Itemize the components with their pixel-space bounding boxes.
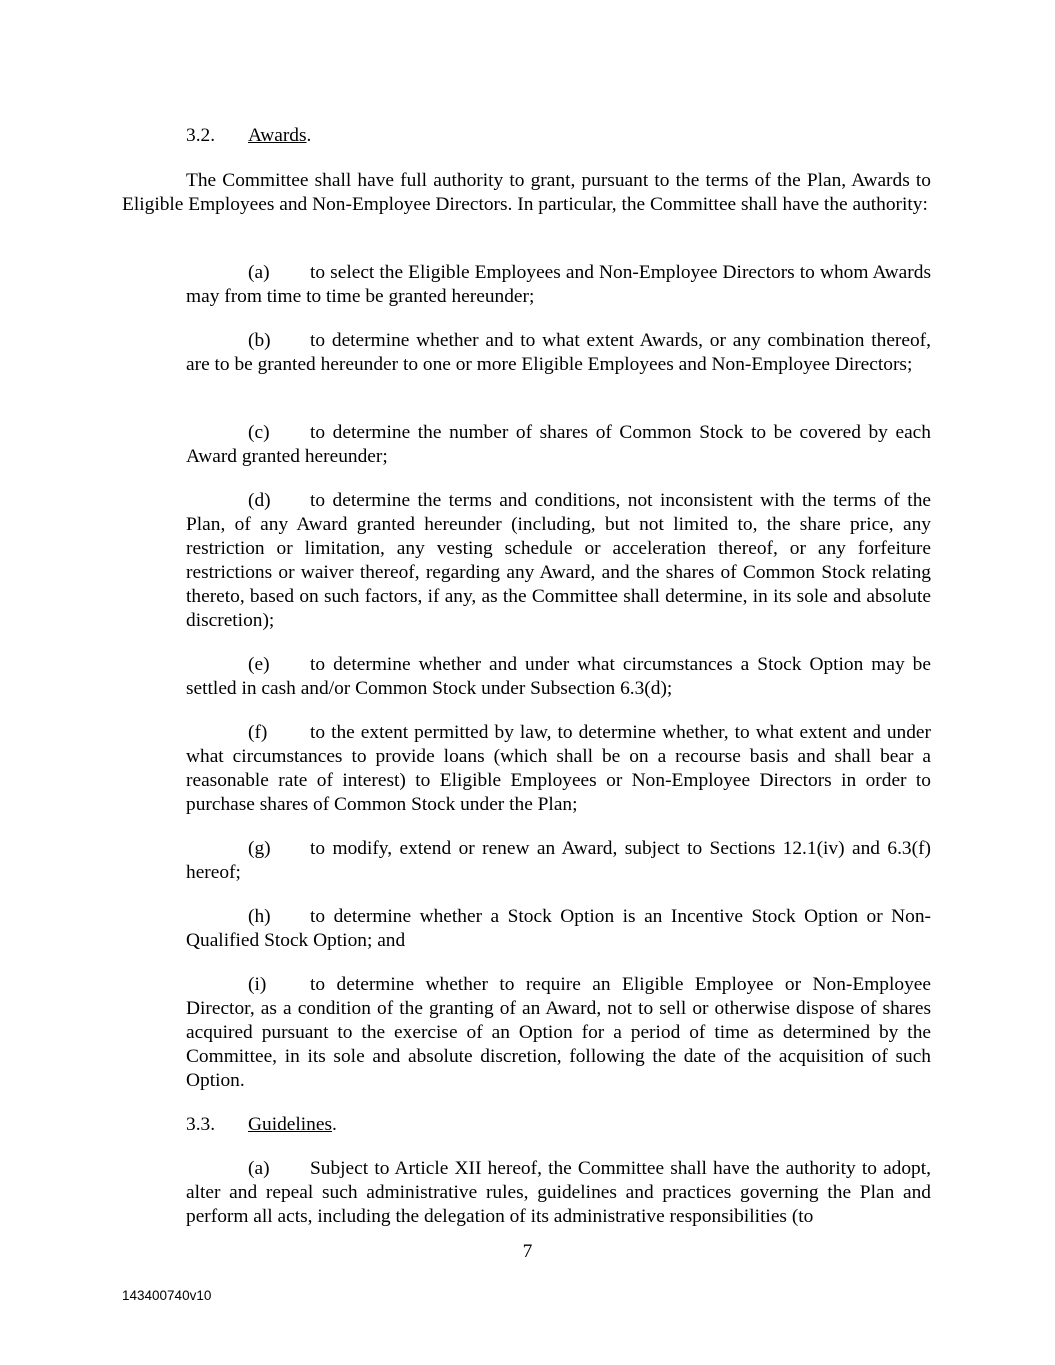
item-label: (b) bbox=[248, 330, 271, 351]
item-label: (c) bbox=[248, 422, 270, 443]
item-text: to determine whether a Stock Option is an Incentive Stock Option or Non-Qualified Stock Option; and bbox=[186, 906, 931, 951]
list-item bbox=[186, 1157, 931, 1229]
item-label: (f) bbox=[248, 722, 268, 743]
item-label: (d) bbox=[248, 490, 271, 511]
item-text: Subject to Article XII hereof, the Committee shall have the authority to adopt, alter and repeal such administrative rules, guidelines and practices governing the Plan and perform all acts, including the delegation of its administrative responsibilities (to bbox=[186, 1158, 931, 1227]
list-item bbox=[186, 489, 931, 633]
list-item bbox=[186, 721, 931, 817]
section-number: 3.2. bbox=[186, 125, 216, 146]
section-title: Guidelines bbox=[248, 1114, 333, 1135]
item-text: to modify, extend or renew an Award, subject to Sections 12.1(iv) and 6.3(f) hereof; bbox=[186, 838, 931, 883]
item-label: (e) bbox=[248, 654, 270, 675]
list-item bbox=[186, 261, 931, 309]
document-id: 143400740v10 bbox=[122, 1288, 212, 1303]
section-3-2-heading bbox=[186, 124, 311, 148]
section-3-3-heading bbox=[186, 1113, 337, 1137]
item-text: to determine whether and under what circumstances a Stock Option may be settled in cash and/or Common Stock under Subsection 6.3(d); bbox=[186, 654, 931, 699]
item-label: (a) bbox=[248, 1158, 270, 1179]
item-text: to select the Eligible Employees and Non-Employee Directors to whom Awards may from time to time be granted hereunder; bbox=[186, 262, 931, 307]
item-text: to determine the number of shares of Common Stock to be covered by each Award granted hereunder; bbox=[186, 422, 931, 467]
intro-text: The Committee shall have full authority to grant, pursuant to the terms of the Plan, Awards to Eligible Employees and Non-Employee Directors. In particular, the Committee shall have the authority: bbox=[122, 170, 931, 215]
section-number: 3.3. bbox=[186, 1114, 216, 1135]
section-3-2-intro bbox=[122, 169, 931, 217]
item-text: to the extent permitted by law, to determine whether, to what extent and under what circumstances to provide loans (which shall be on a recourse basis and shall bear a reasonable rate of interest) to Eligible Employees or Non-Employee Directors in order to purchase shares of Common Stock under the Plan; bbox=[186, 722, 931, 815]
list-item bbox=[186, 905, 931, 953]
list-item bbox=[186, 653, 931, 701]
list-item bbox=[186, 973, 931, 1093]
list-item bbox=[186, 329, 931, 377]
section-title-suffix: . bbox=[306, 125, 312, 146]
section-title-suffix: . bbox=[332, 1114, 337, 1135]
item-label: (g) bbox=[248, 838, 271, 859]
item-text: to determine the terms and conditions, not inconsistent with the terms of the Plan, of any Award granted hereunder (including, but not limited to, the share price, any restriction or limitation, any vesting schedule or acceleration thereof, or any forfeiture restrictions or waiver thereof, regarding any Award, and the shares of Common Stock relating thereto, based on such factors, if any, as the Committee shall determine, in its sole and absolute discretion); bbox=[186, 490, 931, 631]
item-text: to determine whether to require an Eligible Employee or Non-Employee Director, as a condition of the granting of an Award, not to sell or otherwise dispose of shares acquired pursuant to the exercise of an Option for a period of time as determined by the Committee, in its sole and absolute discretion, following the date of the acquisition of such Option. bbox=[186, 974, 931, 1091]
item-label: (i) bbox=[248, 974, 267, 995]
item-label: (h) bbox=[248, 906, 271, 927]
item-text: to determine whether and to what extent Awards, or any combination thereof, are to be granted hereunder to one or more Eligible Employees and Non-Employee Directors; bbox=[186, 330, 931, 375]
item-label: (a) bbox=[248, 262, 270, 283]
section-title: Awards bbox=[248, 125, 307, 146]
page-number: 7 bbox=[522, 1241, 533, 1262]
list-item bbox=[186, 837, 931, 885]
list-item bbox=[186, 421, 931, 469]
